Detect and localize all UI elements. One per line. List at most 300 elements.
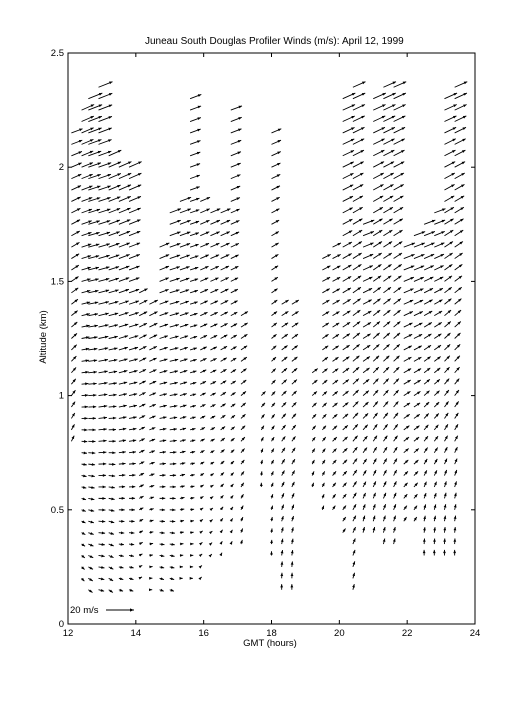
wind-vector (119, 554, 124, 557)
wind-vector (414, 506, 417, 510)
wind-vector-head (135, 301, 138, 304)
wind-vector-head (177, 255, 180, 258)
wind-vector (149, 531, 153, 534)
wind-vector-head (103, 463, 106, 466)
wind-vector (99, 290, 110, 293)
wind-vector (414, 449, 419, 453)
wind-vector-head (199, 554, 202, 557)
wind-vector (231, 381, 236, 384)
wind-vector (210, 220, 220, 224)
wind-vector (343, 139, 355, 144)
wind-vector (200, 347, 206, 350)
wind-vector (210, 508, 213, 511)
wind-vector-head (103, 451, 106, 454)
wind-vector-head (174, 393, 177, 396)
wind-vector (129, 243, 140, 247)
wind-vector (109, 590, 113, 593)
wind-vector (231, 117, 242, 121)
wind-vector (434, 266, 443, 270)
wind-vector (139, 542, 142, 545)
wind-vector (404, 403, 410, 407)
wind-vector (139, 289, 147, 293)
wind-vector (241, 414, 245, 418)
wind-vector (424, 357, 431, 362)
wind-vector (230, 484, 233, 487)
wind-vector-head (423, 539, 426, 542)
wind-vector (99, 278, 110, 281)
wind-vector (343, 494, 347, 498)
wind-vector (322, 254, 330, 258)
wind-vector (281, 539, 284, 544)
wind-vector (109, 336, 118, 339)
wind-vector (455, 173, 465, 179)
wind-vector-head (103, 474, 106, 477)
wind-vector (343, 448, 348, 452)
wind-vector (200, 439, 204, 442)
wind-vector (394, 253, 402, 259)
wind-vector (241, 437, 245, 441)
wind-vector (271, 483, 274, 487)
wind-vector (241, 403, 246, 407)
wind-vector (71, 197, 80, 202)
wind-vector (200, 381, 206, 384)
wind-vector (333, 414, 338, 418)
wind-vector-head (290, 584, 293, 587)
y-tick-label: 1 (58, 390, 64, 402)
wind-vector (160, 485, 166, 488)
wind-vector (231, 106, 242, 110)
wind-vector (444, 493, 447, 499)
wind-vector (291, 561, 294, 566)
x-tick-label: 18 (266, 628, 277, 639)
wind-vector (444, 162, 455, 168)
x-tick-label: 20 (334, 628, 345, 639)
wind-vector (353, 333, 360, 339)
wind-vector-head (280, 573, 283, 576)
wind-vector (221, 427, 225, 430)
wind-vector (149, 335, 157, 339)
wind-vector (221, 461, 225, 464)
wind-vector (272, 140, 282, 144)
wind-vector (363, 504, 366, 509)
wind-vector (88, 590, 92, 593)
wind-vector (272, 289, 278, 293)
wind-vector (190, 106, 201, 110)
wind-vector (322, 471, 325, 475)
wind-vector (221, 415, 226, 418)
wind-vector (444, 356, 449, 362)
wind-vector (210, 439, 214, 442)
wind-vector (139, 577, 142, 580)
wind-vector (394, 105, 406, 111)
wind-vector (312, 437, 315, 441)
wind-vector (180, 497, 185, 500)
wind-vector (373, 127, 385, 133)
wind-vector (200, 255, 209, 259)
wind-vector (82, 105, 95, 111)
wind-vector (241, 449, 245, 453)
wind-vector (394, 93, 406, 99)
wind-vector (373, 447, 376, 453)
wind-vector (109, 521, 115, 524)
wind-vector (353, 139, 364, 145)
wind-vector-head (93, 417, 96, 420)
wind-vector (343, 288, 351, 293)
wind-vector-head (96, 220, 99, 223)
wind-vector (424, 402, 429, 407)
wind-vector (414, 391, 420, 395)
wind-vector (129, 531, 134, 534)
wind-vector-head (183, 393, 186, 396)
wind-vector (71, 265, 78, 270)
wind-vector (373, 230, 382, 236)
wind-vector (353, 527, 356, 533)
wind-vector (190, 313, 197, 316)
wind-vector (404, 460, 409, 464)
wind-vector (160, 289, 169, 293)
wind-vector (434, 357, 440, 362)
wind-vector (455, 287, 462, 293)
wind-vector (373, 207, 383, 213)
wind-vector (434, 220, 445, 224)
wind-vector (363, 516, 366, 522)
wind-vector (404, 289, 414, 293)
wind-vector (272, 311, 278, 315)
wind-vector-head (102, 497, 105, 500)
wind-vector (282, 459, 285, 464)
wind-vector-head (174, 405, 177, 408)
wind-vector (139, 346, 146, 350)
wind-vector (231, 301, 238, 305)
wind-vector (231, 404, 235, 407)
wind-vector-head (199, 531, 202, 534)
wind-vector (170, 485, 176, 488)
wind-vector (139, 427, 145, 430)
wind-vector (190, 428, 195, 431)
wind-vector (424, 436, 428, 441)
wind-vector (190, 129, 201, 133)
wind-vector-head (132, 508, 135, 511)
wind-vector (88, 544, 93, 547)
wind-vector-head (113, 428, 116, 431)
wind-vector (109, 324, 118, 327)
wind-vector (292, 345, 298, 349)
wind-vector-head (180, 554, 183, 557)
wind-vector-head (230, 541, 233, 544)
wind-vector (363, 470, 366, 475)
wind-vector (220, 518, 223, 521)
wind-vector (404, 483, 408, 487)
wind-vector (373, 105, 385, 111)
wind-vector (190, 175, 200, 179)
wind-vector-head (352, 561, 355, 564)
wind-vector (353, 184, 363, 190)
wind-vector (455, 139, 466, 145)
wind-vector (221, 449, 225, 452)
wind-vector-head (185, 335, 188, 338)
wind-vector (404, 449, 409, 453)
wind-vector (109, 371, 117, 374)
wind-vector (282, 323, 288, 327)
wind-vector (454, 504, 457, 510)
wind-vector (160, 520, 165, 523)
wind-vector (139, 496, 143, 499)
wind-vector (88, 452, 95, 455)
wind-vector (82, 486, 87, 489)
wind-vector (180, 508, 184, 511)
wind-vector (414, 369, 421, 373)
wind-vector (383, 333, 389, 339)
wind-vector (343, 276, 351, 281)
wind-vector-head (126, 243, 129, 246)
wind-vector (210, 427, 214, 430)
wind-vector-head (133, 416, 136, 419)
wind-vector (170, 531, 175, 534)
wind-vector-head (102, 509, 105, 512)
wind-vector (220, 484, 223, 487)
wind-vector (455, 310, 461, 316)
wind-vector (231, 415, 235, 418)
wind-vector-head (116, 266, 119, 269)
wind-vector (373, 184, 383, 190)
wind-vector (333, 311, 340, 315)
wind-vector (322, 414, 326, 418)
wind-vector (170, 474, 176, 477)
wind-vector-head (83, 497, 86, 500)
wind-vector (363, 300, 372, 305)
wind-vector (434, 300, 442, 305)
wind-vector-head (97, 186, 100, 189)
wind-vector (373, 93, 386, 99)
wind-vector (373, 516, 376, 522)
wind-vector-head (194, 324, 197, 327)
wind-vector (210, 243, 219, 247)
wind-vector (353, 401, 358, 407)
wind-vector (109, 474, 115, 477)
wind-vector-head (271, 483, 274, 486)
wind-vector-head (280, 584, 283, 587)
wind-vector-head (238, 117, 241, 120)
wind-vector-head (198, 94, 201, 97)
wind-vector (88, 405, 96, 408)
wind-vector (394, 436, 398, 442)
wind-vector (272, 266, 279, 270)
wind-vector (383, 264, 391, 270)
wind-vector (434, 425, 438, 430)
wind-vector (404, 426, 410, 430)
wind-vector (383, 276, 391, 282)
wind-vector (219, 553, 222, 556)
wind-vector (404, 243, 415, 247)
wind-vector (160, 451, 166, 454)
wind-vector (88, 394, 96, 397)
wind-vector (414, 483, 418, 487)
wind-vector-head (127, 231, 130, 234)
wind-vector (312, 369, 318, 373)
wind-vector (404, 311, 413, 315)
wind-vector (444, 127, 456, 133)
wind-vector-head (108, 139, 111, 142)
wind-vector (373, 253, 381, 259)
wind-vector (220, 507, 223, 510)
wind-vector (99, 416, 107, 419)
wind-vector-head (173, 462, 176, 465)
wind-vector (231, 255, 239, 259)
wind-vector (210, 450, 214, 453)
wind-vector-head (89, 163, 92, 166)
wind-vector (272, 380, 276, 384)
wind-vector (180, 554, 183, 557)
wind-vector (210, 301, 218, 304)
wind-vector (373, 459, 376, 465)
wind-vector (119, 497, 125, 500)
wind-vector (455, 436, 458, 442)
wind-vector-head (220, 518, 223, 521)
wind-vector (443, 550, 446, 556)
wind-vector (404, 471, 408, 475)
wind-vector-head (111, 532, 114, 535)
wind-vector (109, 544, 114, 547)
wind-vector (200, 462, 204, 465)
wind-vector (363, 402, 368, 407)
wind-vector (290, 584, 293, 590)
wind-vector (363, 493, 366, 498)
wind-vector-head (195, 278, 198, 281)
wind-vector (363, 266, 373, 270)
wind-vector-head (94, 325, 97, 328)
wind-vector (109, 486, 115, 489)
wind-vector-head (89, 197, 92, 200)
wind-vector (433, 539, 436, 545)
y-tick-label: 2 (58, 162, 64, 174)
wind-vector (322, 346, 328, 350)
wind-vector (190, 301, 198, 304)
wind-vector (88, 486, 94, 489)
wind-vector (149, 485, 154, 488)
wind-vector (343, 528, 346, 532)
wind-vector-head (113, 417, 116, 420)
wind-vector-head (433, 539, 436, 542)
wind-vector (160, 589, 164, 592)
wind-vector (71, 402, 75, 407)
wind-vector-head (107, 232, 110, 235)
wind-vector (394, 127, 405, 133)
wind-vector (119, 474, 125, 477)
wind-vector (383, 481, 386, 487)
wind-vector (180, 382, 187, 385)
wind-vector (149, 497, 154, 500)
wind-vector (180, 405, 187, 408)
wind-vector-head (186, 255, 189, 258)
wind-vector-head (353, 550, 356, 553)
wind-vector (231, 152, 241, 156)
wind-vector (434, 391, 439, 396)
wind-vector (352, 573, 355, 579)
wind-vector-head (82, 509, 85, 512)
wind-vector (322, 426, 326, 430)
wind-vector-head (443, 538, 446, 541)
wind-vector (292, 311, 299, 315)
wind-vector (119, 370, 128, 373)
wind-vector (71, 186, 81, 190)
wind-vector (280, 584, 283, 590)
wind-vector (99, 324, 109, 327)
wind-vector (109, 278, 119, 282)
wind-vector (455, 344, 461, 350)
wind-vector (129, 208, 141, 213)
wind-vector (424, 448, 427, 453)
wind-vector (129, 312, 139, 315)
wind-vector-head (88, 232, 91, 235)
wind-vector (129, 324, 138, 327)
wind-vector (343, 265, 352, 270)
wind-vector (221, 232, 230, 236)
wind-vector (190, 94, 201, 98)
wind-vector (109, 451, 116, 454)
wind-vector-head (164, 335, 167, 338)
wind-vector (119, 173, 131, 178)
wind-vector-head (162, 508, 165, 511)
y-tick-label: 0.5 (50, 504, 64, 516)
wind-vector-head (373, 504, 376, 507)
wind-vector (199, 542, 202, 545)
wind-vector (119, 335, 128, 338)
wind-vector (281, 550, 284, 555)
wind-vector-head (162, 497, 165, 500)
wind-vector (129, 231, 140, 236)
wind-vector (292, 300, 299, 304)
wind-vector (373, 493, 376, 499)
wind-vector (404, 517, 407, 521)
wind-vector (231, 335, 237, 338)
wind-vector (198, 577, 201, 580)
wind-vector (170, 497, 176, 500)
wind-vector-head (190, 566, 193, 569)
wind-vector (82, 440, 88, 443)
wind-vector (231, 140, 241, 144)
wind-vector (353, 424, 358, 430)
wind-vector-head (108, 174, 111, 177)
wind-vector-head (130, 589, 133, 592)
wind-vector (119, 428, 126, 431)
wind-vector (199, 531, 202, 534)
wind-vector (82, 463, 87, 466)
wind-vector-head (196, 175, 199, 178)
wind-vector (455, 379, 460, 385)
wind-vector (109, 220, 120, 224)
wind-vector (373, 470, 376, 476)
wind-vector (322, 311, 329, 315)
wind-vector (353, 367, 359, 373)
wind-vector (210, 462, 214, 465)
wind-vector (443, 538, 446, 544)
wind-vector (444, 207, 453, 213)
wind-vector-head (230, 507, 233, 510)
wind-vector (455, 367, 460, 373)
wind-vector (221, 266, 229, 270)
wind-vector-head (111, 497, 114, 500)
wind-vector (99, 486, 106, 489)
wind-vector-head (88, 255, 91, 258)
wind-vector (149, 346, 157, 350)
wind-vector-head (443, 550, 446, 553)
wind-vector (333, 266, 341, 270)
wind-vector (119, 508, 125, 511)
wind-vector (210, 370, 216, 373)
wind-vector (353, 162, 364, 168)
wind-vector (261, 391, 265, 395)
wind-vector-head (107, 197, 110, 200)
